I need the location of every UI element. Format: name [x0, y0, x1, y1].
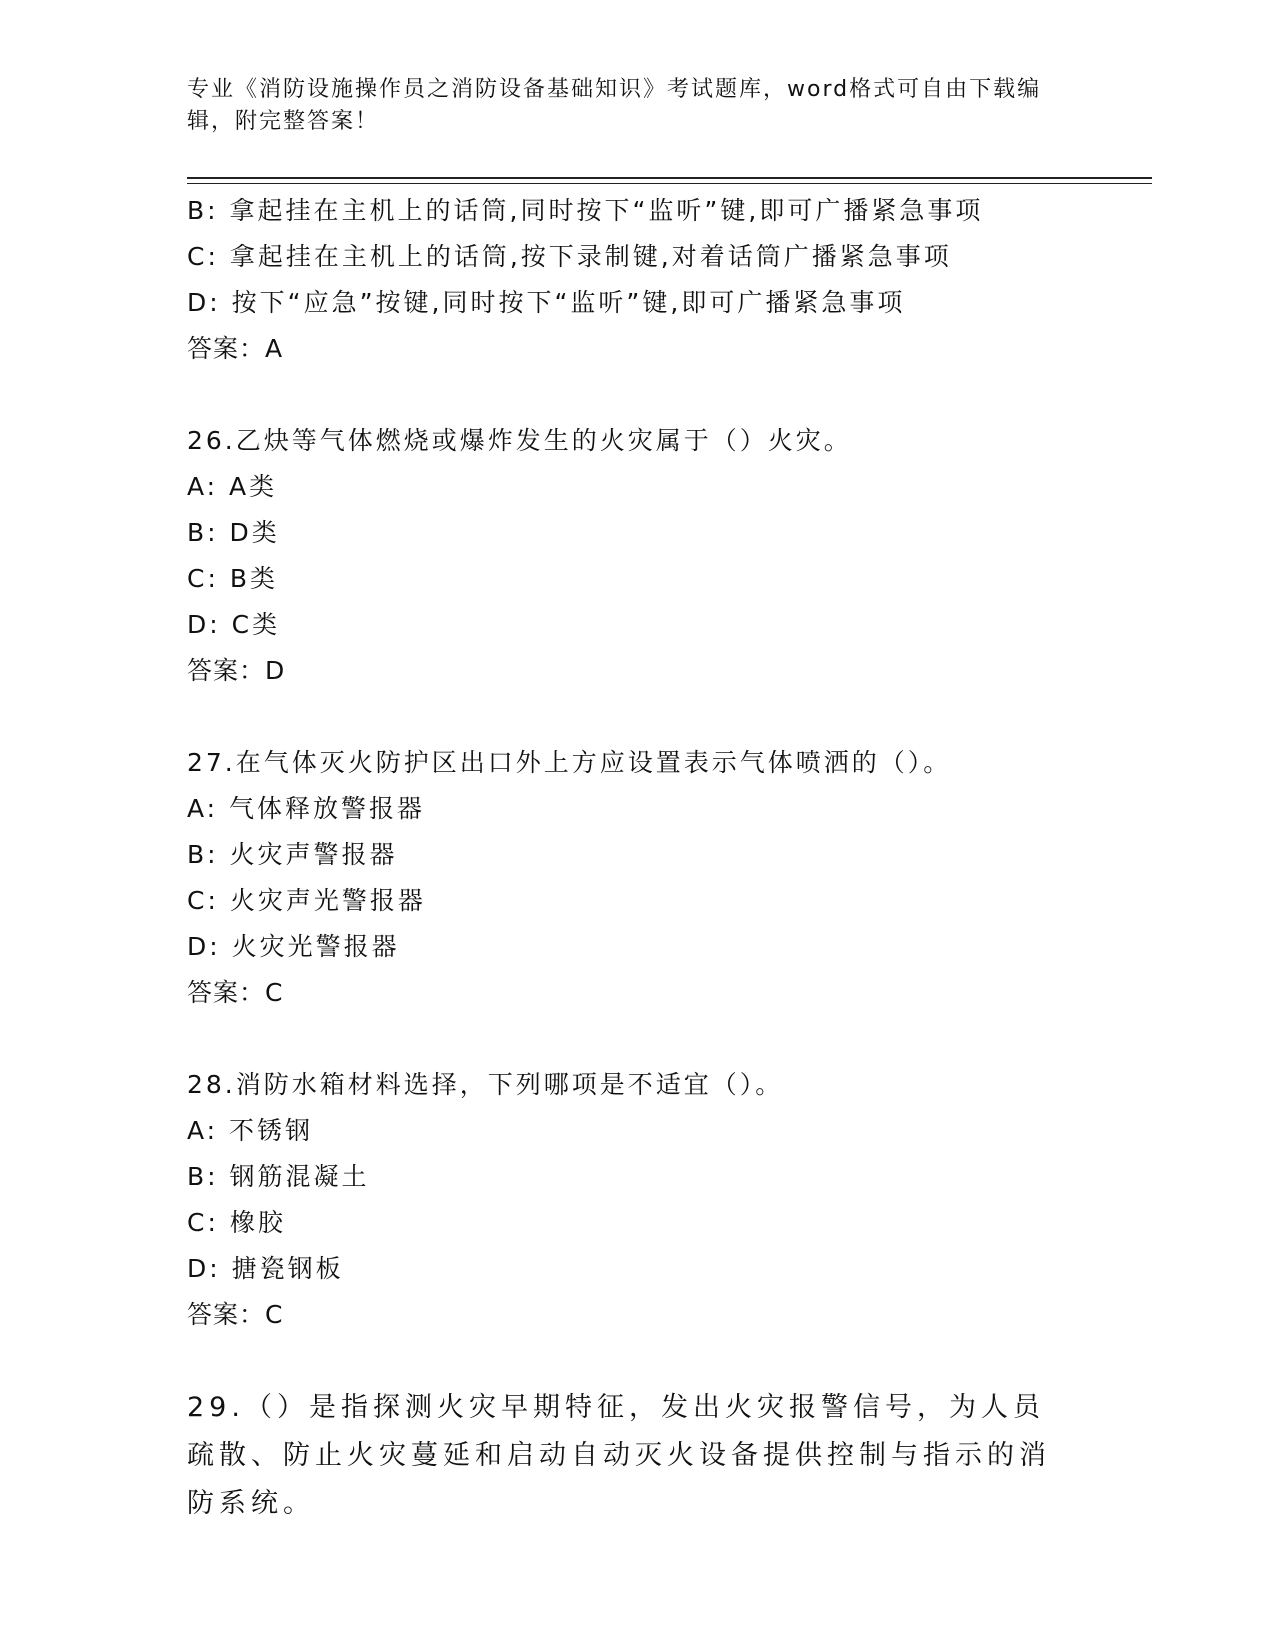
- question-25-fragment: [187, 188, 1187, 372]
- question-27: [187, 740, 1187, 1016]
- option-b: B: 拿起挂在主机上的话筒,同时按下“监听”键,即可广播紧急事项: [187, 196, 984, 225]
- option-b: B: 钢筋混凝土: [187, 1162, 370, 1191]
- question-title: 26.乙炔等气体燃烧或爆炸发生的火灾属于（）火灾。: [187, 426, 852, 455]
- header-divider-thick: [187, 177, 1152, 179]
- answer: 答案：D: [187, 656, 286, 685]
- option-d: D: C类: [187, 610, 281, 639]
- header-divider-thin: [187, 183, 1152, 184]
- answer: 答案：C: [187, 1300, 284, 1329]
- question-title: 28.消防水箱材料选择，下列哪项是不适宜（）。: [187, 1070, 784, 1099]
- question-26: [187, 418, 1187, 694]
- question-29: [187, 1384, 1187, 1528]
- question-title: 27.在气体灭火防护区出口外上方应设置表示气体喷洒的（）。: [187, 748, 952, 777]
- option-a: A: A类: [187, 472, 278, 501]
- option-b: B: 火灾声警报器: [187, 840, 398, 869]
- option-d: D: 搪瓷钢板: [187, 1254, 344, 1283]
- question-title: 29.（）是指探测火灾早期特征，发出火灾报警信号，为人员疏散、防止火灾蔓延和启动自动灭火设备提供控制与指示的消防系统。: [187, 1392, 1051, 1519]
- answer: 答案：C: [187, 978, 284, 1007]
- option-c: C: 火灾声光警报器: [187, 886, 426, 915]
- document-header: 专业《消防设施操作员之消防设备基础知识》考试题库，word格式可自由下载编辑，附完整答案！: [187, 77, 1042, 134]
- option-c: C: B类: [187, 564, 278, 593]
- option-c: C: 橡胶: [187, 1208, 286, 1237]
- option-b: B: D类: [187, 518, 280, 547]
- question-list: [187, 188, 1187, 1528]
- option-a: A: 不锈钢: [187, 1116, 314, 1145]
- option-d: D: 火灾光警报器: [187, 932, 400, 961]
- question-28: [187, 1062, 1187, 1338]
- option-c: C: 拿起挂在主机上的话筒,按下录制键,对着话筒广播紧急事项: [187, 242, 952, 271]
- option-a: A: 气体释放警报器: [187, 794, 426, 823]
- answer: 答案：A: [187, 334, 284, 363]
- option-d: D: 按下“应急”按键,同时按下“监听”键,即可广播紧急事项: [187, 288, 906, 317]
